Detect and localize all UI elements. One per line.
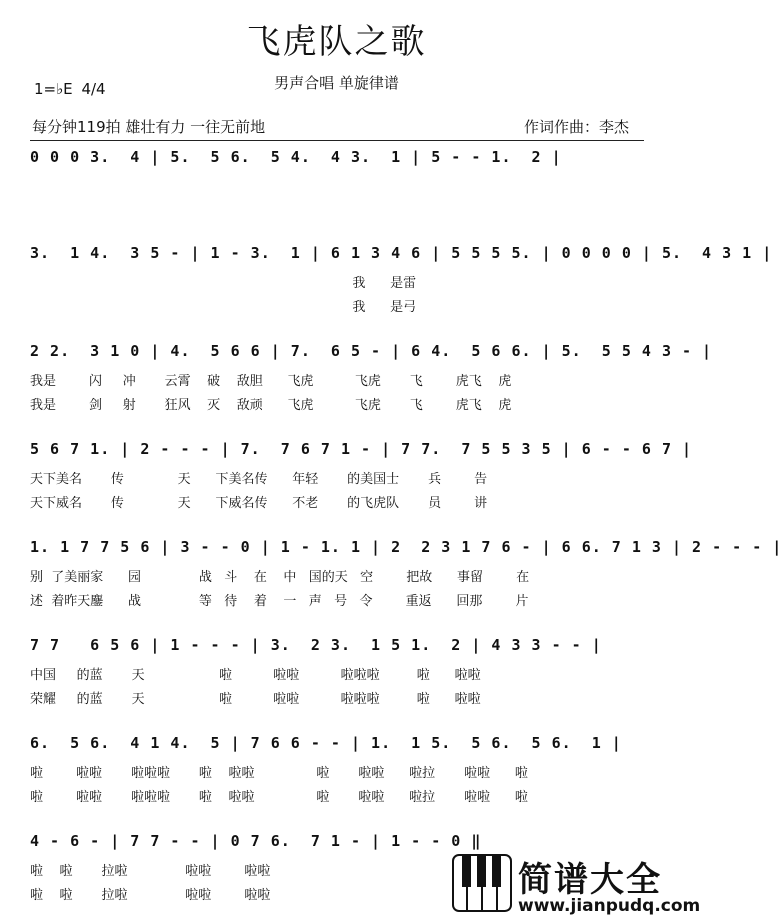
tempo-marking: 每分钟119拍 雄壮有力 一往无前地 [32,118,266,136]
notation-line: 1. 1 7 7 5 6 | 3 - - 0 | 1 - 1. 1 | 2 2 3 1 7 6 - | 6 6. 7 1 3 | 2 - - - | [30,538,782,556]
lyric-line-2: 我是 剑 射 狂风 灭 敌顽 飞虎 飞虎 飞 虎飞 虎 [30,398,512,413]
key-label: 1=♭E [34,80,73,98]
key-signature [34,80,106,98]
logo-url: www.jianpudq.com [518,896,701,916]
lyric-line-1: 啦 啦啦 啦啦啦 啦 啦啦 啦 啦啦 啦拉 啦啦 啦 [30,766,528,781]
notation-line: 7 7 6 5 6 | 1 - - - | 3. 2 3. 1 5 1. 2 | 4 3 3 - - | [30,636,602,654]
lyric-line-1: 中国 的蓝 天 啦 啦啦 啦啦啦 啦 啦啦 [30,668,481,683]
lyric-line-2: 啦 啦啦 啦啦啦 啦 啦啦 啦 啦啦 啦拉 啦啦 啦 [30,790,528,805]
lyric-line-1: 我是 闪 冲 云霄 破 敌胆 飞虎 飞虎 飞 虎飞 虎 [30,374,512,389]
notation-line: 2 2. 3 1 0 | 4. 5 6 6 | 7. 6 5 - | 6 4. 5 6 6. | 5. 5 5 4 3 - | [30,342,713,360]
lyric-line-1: 啦 啦 拉啦 啦啦 啦啦 [30,864,271,879]
notation-line: 6. 5 6. 4 1 4. 5 | 7 6 6 - - | 1. 1 5. 5 6. 5 6. 1 | [30,734,622,752]
lyric-line-2: 啦 啦 拉啦 啦啦 啦啦 [30,888,271,903]
site-logo [452,852,701,918]
lyric-line-2: 我 是弓 [30,300,417,315]
lyric-line-2: 天下威名 传 天 下威名传 不老 的飞虎队 员 讲 [30,496,488,511]
top-rule [30,140,644,141]
piano-keys-icon [452,854,512,912]
notation-line: 5 6 7 1. | 2 - - - | 7. 7 6 7 1 - | 7 7. 7 5 5 3 5 | 6 - - 6 7 | [30,440,693,458]
lyric-line-1: 天下美名 传 天 下美名传 年轻 的美国士 兵 告 [30,472,488,487]
page-title: 飞虎队之歌 [246,22,427,62]
notation-line: 3. 1 4. 3 5 - | 1 - 3. 1 | 6 1 3 4 6 | 5 5 5 5. | 0 0 0 0 | 5. 4 3 1 | [30,244,773,262]
time-signature: 4/4 [81,80,106,98]
lyric-line-2: 述 着昨天鏖 战 等 待 着 一 声 号 令 重返 回那 片 [30,594,529,609]
lyric-line-1: 我 是雷 [30,276,417,291]
notation-line: 4 - 6 - | 7 7 - - | 0 7 6. 7 1 - | 1 - - 0 ‖ [30,832,482,850]
logo-name: 简谱大全 [518,860,662,900]
author-credit: 作词作曲：李杰 [524,118,630,136]
lyric-line-1: 别 了美丽家 园 战 斗 在 中 国的天 空 把故 事留 在 [30,570,530,585]
subtitle: 男声合唱 单旋律谱 [274,74,399,92]
lyric-line-2: 荣耀 的蓝 天 啦 啦啦 啦啦啦 啦 啦啦 [30,692,481,707]
notation-line: 0 0 0 3. 4 | 5. 5 6. 5 4. 4 3. 1 | 5 - - 1. 2 | [30,148,562,166]
